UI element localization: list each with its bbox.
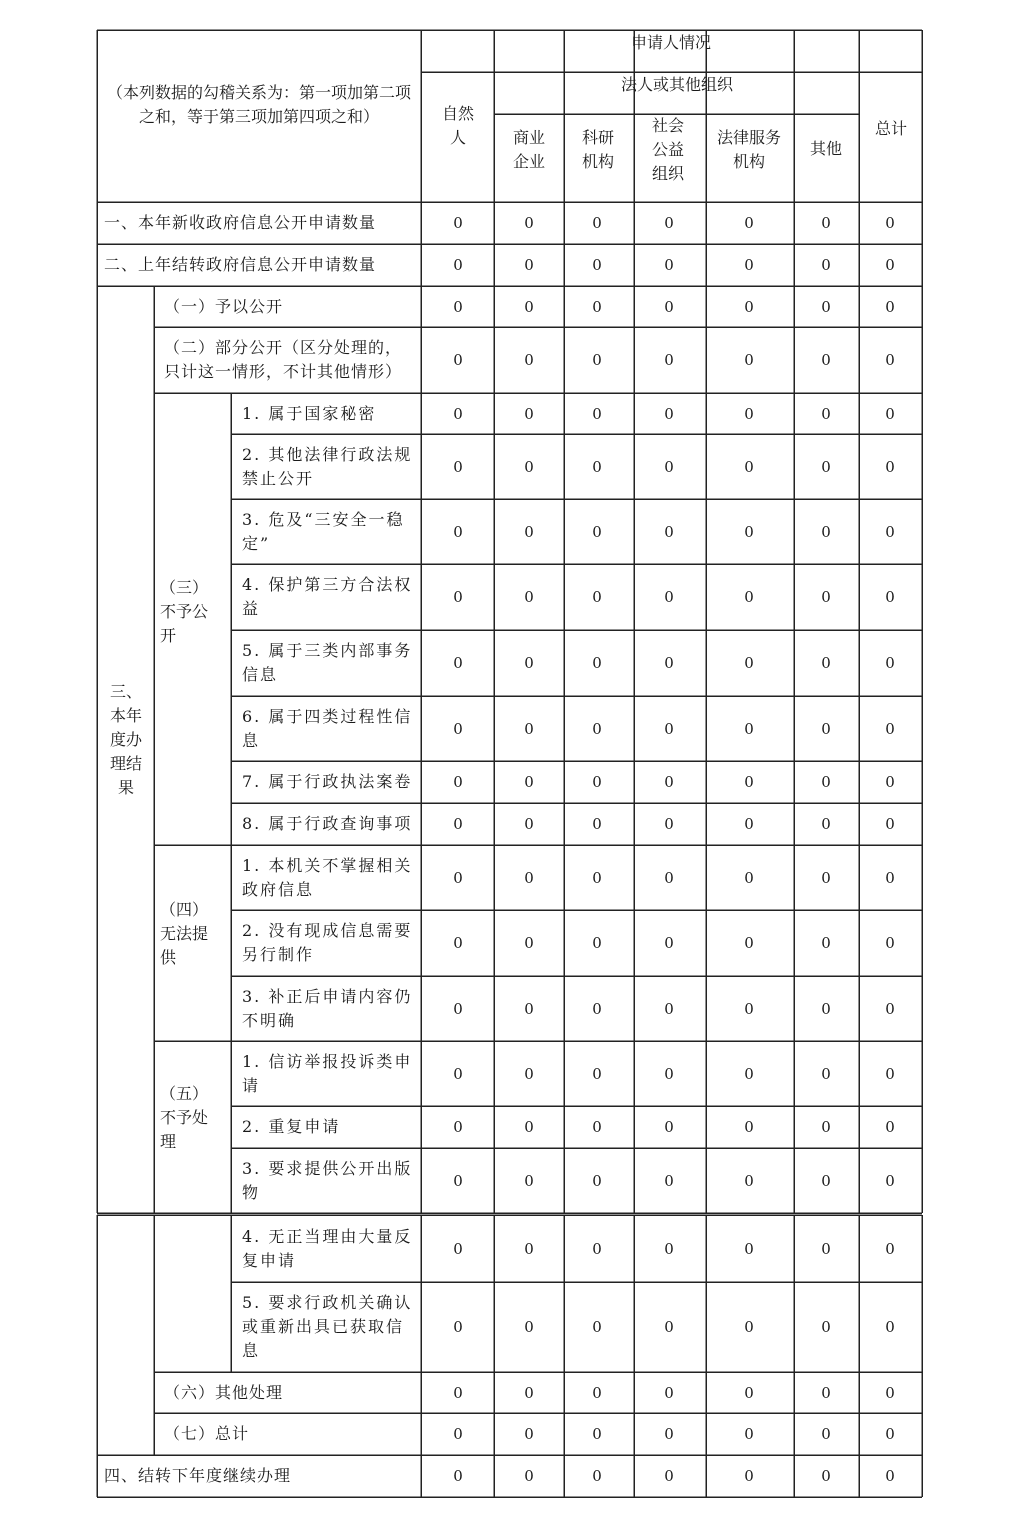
table-cell-value: 0 — [821, 297, 831, 316]
table-cell-value: 0 — [821, 1064, 831, 1083]
table-cell-value: 0 — [453, 522, 463, 541]
table-cell-value: 0 — [821, 256, 831, 274]
row-label: （六）其他处理 — [164, 1382, 284, 1402]
table-cell-value: 0 — [821, 719, 831, 738]
table-cell-value: 0 — [524, 351, 534, 369]
header-public-welfare: 社会公益组织 — [651, 116, 684, 183]
header-note: （本列数据的勾稽关系为：第一项加第二项之和，等于第三项加第四项之和） — [106, 83, 411, 126]
row-label: 1. 信访举报投诉类申请 — [242, 1051, 413, 1095]
table-cell-value: 0 — [592, 1383, 602, 1402]
table-cell-value: 0 — [664, 1239, 674, 1258]
row-label: 1. 属于国家秘密 — [242, 403, 377, 423]
row-label: 3. 要求提供公开出版物 — [242, 1158, 413, 1202]
table-cell-value: 0 — [885, 815, 895, 833]
table-cell-value: 0 — [744, 815, 754, 833]
table-cell-value: 0 — [592, 1064, 602, 1083]
table-cell-value: 0 — [744, 522, 754, 541]
table-cell-value: 0 — [821, 868, 831, 887]
table-cell-value: 0 — [453, 457, 463, 476]
table-cell-value: 0 — [744, 297, 754, 316]
table-cell-value: 0 — [821, 1118, 831, 1136]
table-cell-value: 0 — [664, 351, 674, 369]
table-cell-value: 0 — [524, 1318, 534, 1336]
table-cell-value: 0 — [453, 1064, 463, 1083]
table-cell-value: 0 — [744, 351, 754, 369]
table-cell-value: 0 — [592, 214, 602, 232]
table-cell-value: 0 — [592, 1118, 602, 1136]
table-cell-value: 0 — [524, 815, 534, 833]
table-cell-value: 0 — [524, 719, 534, 738]
table-cell-value: 0 — [744, 457, 754, 476]
table-cell-value: 0 — [885, 654, 895, 672]
table-cell-value: 0 — [885, 1383, 895, 1402]
row-label: （二）部分公开（区分处理的，只计这一情形，不计其他情形） — [164, 338, 403, 381]
table-cell-value: 0 — [744, 1383, 754, 1402]
header-other: 其他 — [809, 139, 842, 158]
table-cell-value: 0 — [885, 999, 895, 1018]
row-label: 1. 本机关不掌握相关政府信息 — [242, 855, 413, 899]
table-cell-value: 0 — [821, 1239, 831, 1258]
table-cell-value: 0 — [885, 1239, 895, 1258]
table-cell-value: 0 — [592, 1318, 602, 1336]
row-label: 四、结转下年度继续办理 — [104, 1466, 292, 1485]
table-cell-value: 0 — [744, 1239, 754, 1258]
table-cell-value: 0 — [524, 934, 534, 952]
table-cell-value: 0 — [453, 297, 463, 316]
table-cell-value: 0 — [885, 1064, 895, 1083]
table-cell-value: 0 — [821, 404, 831, 423]
table-cell-value: 0 — [592, 1467, 602, 1485]
table-cell-value: 0 — [664, 1064, 674, 1083]
table-cell-value: 0 — [744, 999, 754, 1018]
table-cell-value: 0 — [524, 1171, 534, 1190]
table-cell-value: 0 — [524, 214, 534, 232]
table-cell-value: 0 — [453, 256, 463, 274]
row-label: （一）予以公开 — [164, 296, 284, 316]
table-cell-value: 0 — [664, 256, 674, 274]
row-label: 2. 其他法律行政法规禁止公开 — [242, 444, 413, 488]
header-total: 总计 — [874, 119, 907, 138]
table-cell-value: 0 — [664, 588, 674, 606]
table-cell-value: 0 — [453, 1118, 463, 1136]
table-cell-value: 0 — [885, 1171, 895, 1190]
table-cell-value: 0 — [592, 297, 602, 316]
table-cell-value: 0 — [744, 404, 754, 423]
table-cell-value: 0 — [885, 404, 895, 423]
table-cell-value: 0 — [453, 404, 463, 423]
row-label: 4. 保护第三方合法权益 — [242, 575, 413, 618]
table-cell-value: 0 — [453, 1467, 463, 1485]
table-cell-value: 0 — [744, 1171, 754, 1190]
table-cell-value: 0 — [744, 588, 754, 606]
table-cell-value: 0 — [592, 719, 602, 738]
row-label: 5. 属于三类内部事务信息 — [242, 641, 413, 684]
row-label: 8. 属于行政查询事项 — [242, 814, 413, 833]
table-cell-value: 0 — [885, 1318, 895, 1336]
table-cell-value: 0 — [592, 934, 602, 952]
table-cell-value: 0 — [744, 654, 754, 672]
table-cell-value: 0 — [821, 999, 831, 1018]
row-label: 3. 补正后申请内容仍不明确 — [242, 986, 413, 1030]
table-cell-value: 0 — [592, 1171, 602, 1190]
not-processed-group-label: （五）不予处理 — [160, 1084, 209, 1151]
table-cell-value: 0 — [664, 934, 674, 952]
row-label: 二、上年结转政府信息公开申请数量 — [104, 255, 377, 274]
row-label: 2. 重复申请 — [242, 1117, 341, 1136]
cannot-provide-group-label: （四）无法提供 — [160, 900, 209, 967]
table-cell-value: 0 — [453, 1318, 463, 1336]
table-cell-value: 0 — [821, 934, 831, 952]
table-cell-value: 0 — [821, 1467, 831, 1485]
table-cell-value: 0 — [524, 773, 534, 791]
table-cell-value: 0 — [821, 654, 831, 672]
table-cell-value: 0 — [592, 404, 602, 423]
table-cell-value: 0 — [524, 868, 534, 887]
table-cell-value: 0 — [524, 1383, 534, 1402]
table-cell-value: 0 — [524, 1239, 534, 1258]
table-cell-value: 0 — [821, 815, 831, 833]
table-cell-value: 0 — [524, 1118, 534, 1136]
table-cell-value: 0 — [744, 256, 754, 274]
table-cell-value: 0 — [885, 1467, 895, 1485]
table-cell-value: 0 — [744, 1467, 754, 1485]
table-cell-value: 0 — [592, 1425, 602, 1443]
table-cell-value: 0 — [664, 1318, 674, 1336]
table-cell-value: 0 — [744, 1425, 754, 1443]
table-cell-value: 0 — [744, 934, 754, 952]
table-cell-value: 0 — [524, 404, 534, 423]
table-cell-value: 0 — [821, 1425, 831, 1443]
table-cell-value: 0 — [453, 1383, 463, 1402]
table-cell-value: 0 — [592, 457, 602, 476]
row-label: 5. 要求行政机关确认或重新出具已获取信息 — [242, 1293, 413, 1360]
table-cell-value: 0 — [592, 351, 602, 369]
table-cell-value: 0 — [664, 815, 674, 833]
table-cell-value: 0 — [664, 868, 674, 887]
table-cell-value: 0 — [664, 1467, 674, 1485]
table-cell-value: 0 — [453, 1239, 463, 1258]
table-cell-value: 0 — [453, 214, 463, 232]
table-cell-value: 0 — [453, 868, 463, 887]
table-cell-value: 0 — [885, 773, 895, 791]
table-cell-value: 0 — [664, 522, 674, 541]
row-label: 一、本年新收政府信息公开申请数量 — [104, 213, 377, 232]
table-cell-value: 0 — [664, 999, 674, 1018]
table-cell-value: 0 — [885, 719, 895, 738]
header-legal-group: 法人或其他组织 — [620, 75, 733, 94]
table-cell-value: 0 — [821, 773, 831, 791]
table-cell-value: 0 — [453, 1425, 463, 1443]
table-cell-value: 0 — [592, 588, 602, 606]
table-cell-value: 0 — [524, 999, 534, 1018]
table-cell-value: 0 — [744, 773, 754, 791]
table-cell-value: 0 — [885, 297, 895, 316]
table-cell-value: 0 — [592, 256, 602, 274]
table-cell-value: 0 — [744, 1118, 754, 1136]
table-cell-value: 0 — [664, 773, 674, 791]
table-cell-value: 0 — [592, 868, 602, 887]
not-disclosed-group-label: （三）不予公开 — [160, 578, 209, 645]
table-cell-value: 0 — [821, 1171, 831, 1190]
table-cell-value: 0 — [524, 522, 534, 541]
table-cell-value: 0 — [453, 654, 463, 672]
table-cell-value: 0 — [664, 457, 674, 476]
table-cell-value: 0 — [664, 297, 674, 316]
table-cell-value: 0 — [524, 457, 534, 476]
row-label: （七）总计 — [164, 1424, 250, 1443]
table-cell-value: 0 — [744, 1318, 754, 1336]
table-cell-value: 0 — [524, 256, 534, 274]
table-cell-value: 0 — [664, 1425, 674, 1443]
table-cell-value: 0 — [664, 719, 674, 738]
table-cell-value: 0 — [664, 1171, 674, 1190]
table-cell-value: 0 — [453, 719, 463, 738]
table-cell-value: 0 — [524, 1467, 534, 1485]
table-cell-value: 0 — [664, 214, 674, 232]
table-cell-value: 0 — [453, 351, 463, 369]
table-cell-value: 0 — [524, 1425, 534, 1443]
row-label: 4. 无正当理由大量反复申请 — [242, 1226, 413, 1270]
table-cell-value: 0 — [885, 588, 895, 606]
row-label: 6. 属于四类过程性信息 — [242, 706, 413, 750]
table-cell-value: 0 — [744, 868, 754, 887]
table-cell-value: 0 — [664, 1383, 674, 1402]
table-cell-value: 0 — [821, 1318, 831, 1336]
table-cell-value: 0 — [885, 457, 895, 476]
table-cell-value: 0 — [821, 457, 831, 476]
header-commercial: 商业企业 — [512, 128, 545, 171]
section-3-label: 三、本年度办理结果 — [109, 682, 142, 797]
table-cell-value: 0 — [592, 815, 602, 833]
table-cell-value: 0 — [821, 522, 831, 541]
table-cell-value: 0 — [592, 773, 602, 791]
table-cell-value: 0 — [592, 522, 602, 541]
table-cell-value: 0 — [453, 1171, 463, 1190]
table-cell-value: 0 — [885, 934, 895, 952]
row-label: 2. 没有现成信息需要另行制作 — [242, 921, 413, 964]
header-research: 科研机构 — [581, 128, 614, 171]
table-cell-value: 0 — [744, 719, 754, 738]
table-cell-value: 0 — [664, 1118, 674, 1136]
table-cell-value: 0 — [885, 214, 895, 232]
table-cell-value: 0 — [592, 654, 602, 672]
table-cell-value: 0 — [524, 1064, 534, 1083]
table-cell-value: 0 — [453, 815, 463, 833]
table-cell-value: 0 — [821, 351, 831, 369]
table-cell-value: 0 — [524, 588, 534, 606]
table-cell-value: 0 — [453, 999, 463, 1018]
table-cell-value: 0 — [885, 256, 895, 274]
table-cell-value: 0 — [592, 1239, 602, 1258]
row-label: 7. 属于行政执法案卷 — [242, 772, 413, 791]
table-cell-value: 0 — [821, 214, 831, 232]
table-cell-value: 0 — [821, 588, 831, 606]
table-cell-value: 0 — [885, 868, 895, 887]
table-cell-value: 0 — [592, 999, 602, 1018]
table-cell-value: 0 — [524, 297, 534, 316]
table-cell-value: 0 — [885, 522, 895, 541]
table-cell-value: 0 — [453, 588, 463, 606]
table-cell-value: 0 — [885, 1118, 895, 1136]
table-cell-value: 0 — [885, 1425, 895, 1443]
row-label: 3. 危及“三安全一稳定” — [242, 509, 405, 553]
table-cell-value: 0 — [453, 934, 463, 952]
table-cell-value: 0 — [744, 214, 754, 232]
table-cell-value: 0 — [664, 654, 674, 672]
header-natural-person: 自然人 — [441, 104, 474, 147]
table-cell-value: 0 — [664, 404, 674, 423]
header-legal-service: 法律服务机构 — [716, 128, 781, 171]
table-cell-value: 0 — [744, 1064, 754, 1083]
table-cell-value: 0 — [821, 1383, 831, 1402]
table-cell-value: 0 — [524, 654, 534, 672]
table-cell-value: 0 — [453, 773, 463, 791]
table-cell-value: 0 — [885, 351, 895, 369]
header-applicant-situation: 申请人情况 — [630, 33, 711, 52]
